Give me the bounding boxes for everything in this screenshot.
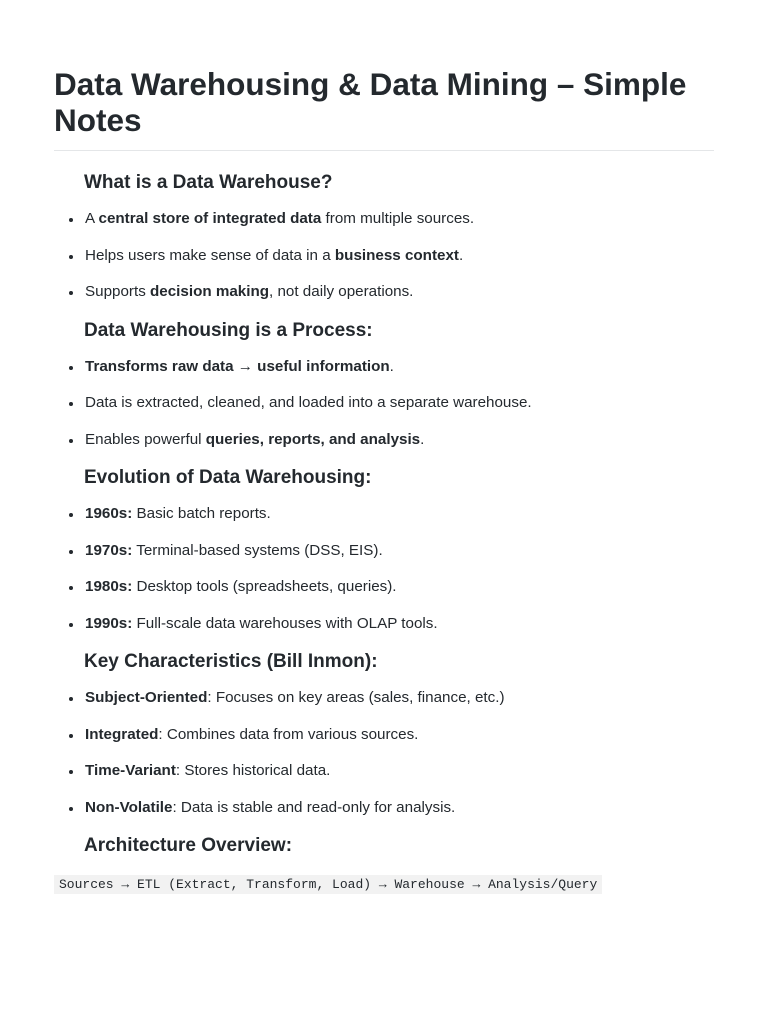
list-item-text <box>85 762 330 779</box>
bullet-icon <box>69 439 73 443</box>
bullet-icon <box>69 734 73 738</box>
section-heading: Architecture Overview: <box>84 835 293 856</box>
bullet-icon <box>69 366 73 370</box>
bold-text: central store of integrated data <box>98 210 322 227</box>
text-run: Enables powerful <box>85 430 206 448</box>
list-item <box>54 357 714 394</box>
text-run: . <box>389 357 394 375</box>
list-item <box>54 282 714 319</box>
list-item-text <box>85 358 394 375</box>
text-run: : Focuses on key areas (sales, finance, etc.) <box>207 689 505 706</box>
bold-text: Time-Variant <box>85 762 176 779</box>
list-item-text <box>85 615 438 632</box>
list-item <box>54 504 714 541</box>
bold-text: Non-Volatile <box>85 798 173 816</box>
list-item <box>54 430 714 467</box>
section-heading: Evolution of Data Warehousing: <box>84 467 372 488</box>
bold-text: queries, reports, and analysis <box>205 430 421 448</box>
list-item-text <box>85 542 383 559</box>
text-run: : Data is stable and read-only for analysis. <box>172 798 456 816</box>
text-run: : Stores historical data. <box>175 762 331 779</box>
text-run: Desktop tools (spreadsheets, queries). <box>132 578 397 595</box>
bullet-list <box>54 209 714 319</box>
bullet-list <box>54 504 714 650</box>
bold-text: 1970s: <box>85 541 133 559</box>
text-run: Helps users make sense of data in a <box>85 246 335 264</box>
list-item-text <box>85 578 397 595</box>
section-evolution <box>54 466 714 650</box>
list-item-text <box>85 394 532 411</box>
list-item <box>54 688 714 725</box>
text-run: from multiple sources. <box>321 210 475 227</box>
bullet-list <box>54 357 714 467</box>
code-block <box>54 875 714 894</box>
list-item-text <box>85 689 505 706</box>
list-item-text <box>85 210 474 227</box>
bullet-icon <box>69 697 73 701</box>
bullet-icon <box>69 291 73 295</box>
text-run: A <box>85 210 99 227</box>
section-architecture <box>54 834 714 894</box>
text-run: Supports <box>85 283 151 300</box>
bullet-icon <box>69 770 73 774</box>
text-run: Terminal-based systems (DSS, EIS). <box>132 541 383 559</box>
bold-text: 1960s: <box>85 505 133 522</box>
list-item <box>54 577 714 614</box>
list-item <box>54 541 714 578</box>
list-item-text <box>85 283 413 300</box>
text-run: . <box>420 430 425 448</box>
page-title: Data Warehousing & Data Mining – Simple Notes <box>54 66 714 151</box>
bullet-list <box>54 688 714 834</box>
list-item <box>54 798 714 835</box>
text-run: , not daily operations. <box>269 283 414 300</box>
text-run: Data is extracted, cleaned, and loaded into a separate warehouse. <box>85 394 532 411</box>
text-run: . <box>458 246 464 264</box>
section-key-characteristics <box>54 650 714 834</box>
text-run: : Combines data from various sources. <box>158 725 419 743</box>
list-item-text <box>85 431 424 448</box>
bullet-icon <box>69 623 73 627</box>
bullet-icon <box>69 807 73 811</box>
list-item <box>54 393 714 430</box>
bullet-icon <box>69 550 73 554</box>
bold-text: Integrated <box>85 725 159 743</box>
bold-text: business context <box>334 246 459 264</box>
list-item-text <box>85 505 271 522</box>
list-item-text <box>85 247 463 264</box>
text-run: Full-scale data warehouses with OLAP tools. <box>132 614 438 632</box>
text-run: Basic batch reports. <box>132 505 271 522</box>
bold-text: decision making <box>150 283 270 300</box>
list-item <box>54 246 714 283</box>
bullet-icon <box>69 513 73 517</box>
section-process <box>54 319 714 467</box>
section-heading: Data Warehousing is a Process: <box>84 319 373 341</box>
bold-text: 1990s: <box>85 614 133 632</box>
list-item-text <box>85 799 455 816</box>
bold-text: 1980s: <box>85 578 133 595</box>
section-heading: Key Characteristics (Bill Inmon): <box>84 651 378 672</box>
architecture-code: Sources → ETL (Extract, Transform, Load) → Warehouse → Analysis/Query <box>54 875 602 894</box>
bullet-icon <box>69 218 73 222</box>
list-item <box>54 209 714 246</box>
section-what-is-data-warehouse <box>54 171 714 319</box>
bullet-icon <box>69 586 73 590</box>
bold-text: Transforms raw data → useful information <box>85 357 390 375</box>
bullet-icon <box>69 255 73 259</box>
list-item <box>54 761 714 798</box>
bullet-icon <box>69 402 73 406</box>
list-item <box>54 725 714 762</box>
list-item <box>54 614 714 651</box>
section-heading: What is a Data Warehouse? <box>84 172 333 193</box>
list-item-text <box>85 726 418 743</box>
bold-text: Subject-Oriented <box>85 689 208 706</box>
